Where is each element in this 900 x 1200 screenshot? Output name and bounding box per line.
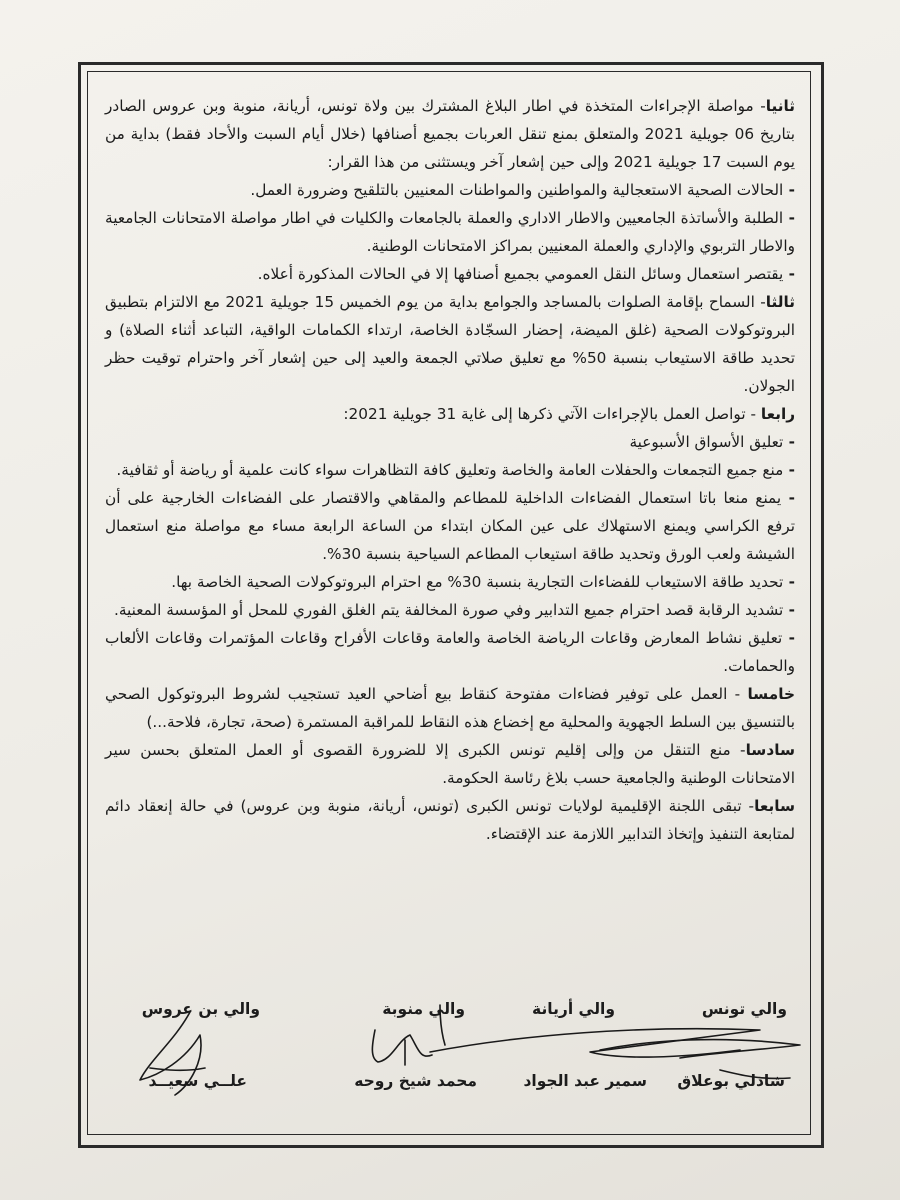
signature-name-ben-arous: علــي سعيــد — [148, 1072, 247, 1090]
signature-name-manouba: محمد شيخ روحه — [354, 1072, 477, 1090]
list-item: - تشديد الرقابة قصد احترام جميع التدابير وفي صورة المخالفة يتم الغلق الفوري للمحل أو المؤسسة المعنية. — [105, 596, 795, 624]
list-item: - الحالات الصحية الاستعجالية والمواطنين والمواطنات المعنيين بالتلقيح وضرورة العمل. — [105, 176, 795, 204]
paragraph-lead: رابعا — [760, 405, 795, 423]
signature-block — [105, 1000, 795, 1090]
list-item: - تعليق الأسواق الأسبوعية — [105, 428, 795, 456]
paragraph-sixth — [105, 736, 795, 792]
paragraph-lead: ثانيا — [765, 97, 795, 115]
document-body — [105, 92, 795, 848]
paragraph-text: - السماح بإقامة الصلوات بالمساجد والجوامع بداية من يوم الخميس 15 جويلية 2021 مع الالتزام بتطبيق البروتوكولات الصحية (غلق الميضة، إحضار السجّادة الخاصة، ارتداء الكمامات الواقية، التباعد أثناء الصلاة) و تحديد طاقة الاستيعاب بنسبة 50% مع تعليق صلاتي الجمعة والعيد إلى حين إشعار آخر واحترام توقيت حظر الجولان. — [105, 293, 795, 395]
list-item: - يقتصر استعمال وسائل النقل العمومي بجميع أصنافها إلا في الحالات المذكورة أعلاه. — [105, 260, 795, 288]
signature-name-tunis: شاذلي بوعلاق — [677, 1072, 785, 1090]
paragraph-text: - العمل على توفير فضاءات مفتوحة كنقاط بيع أضاحي العيد تستجيب لشروط البروتوكول الصحي بالتنسيق بين السلط الجهوية والمحلية مع إخضاع هذه النقاط للمراقبة المستمرة (صحة، تجارة، فلاحة...) — [105, 685, 795, 731]
list-item: - منع جميع التجمعات والحفلات العامة والخاصة وتعليق كافة التظاهرات سواء كانت علمية أو رياضة أو ثقافية. — [105, 456, 795, 484]
paragraph-text: - مواصلة الإجراءات المتخذة في اطار البلاغ المشترك بين ولاة تونس، أريانة، منوبة وبن عروس الصادر بتاريخ 06 جويلية 2021 والمتعلق بمنع تنقل العربات بجميع أصنافها (خلال أيام السبت والأحاد فقط) بداية من يوم السبت 17 جويلية 2021 وإلى حين إشعار آخر ويستثنى من هذا القرار: — [105, 97, 795, 171]
signature-title-ben-arous: والي بن عروس — [141, 1000, 260, 1018]
list-item: - الطلبة والأساتذة الجامعيين والاطار الاداري والعملة بالجامعات والكليات في اطار مواصلة الامتحانات الجامعية والاطار التربوي والإداري والعملة المعنيين بمراكز الامتحانات الوطنية. — [105, 204, 795, 260]
paragraph-text: - منع التنقل من وإلى إقليم تونس الكبرى إلا للضرورة القصوى أو العمل المتعلق بحسن سير الامتحانات الوطنية والجامعية حسب بلاغ رئاسة الحكومة. — [105, 741, 795, 787]
paragraph-text: - تواصل العمل بالإجراءات الآتي ذكرها إلى غاية 31 جويلية 2021: — [343, 405, 761, 423]
paragraph-fifth — [105, 680, 795, 736]
list-item: - يمنع منعا باتا استعمال الفضاءات الداخلية للمطاعم والمقاهي والاقتصار على الفضاءات الخارجية على أن ترفع الكراسي ويمنع الاستهلاك على عين المكان ابتداء من الساعة الرابعة مساء مع مواصلة منع استعمال الشيشة ولعب الورق وتحديد طاقة استيعاب المطاعم السياحية بنسبة 30%. — [105, 484, 795, 568]
signature-title-ariana: والي أريانة — [532, 1000, 615, 1018]
paragraph-lead: سابعا — [754, 797, 795, 815]
list-item: - تعليق نشاط المعارض وقاعات الرياضة الخاصة والعامة وقاعات الأفراح وقاعات المؤتمرات وقاعات الألعاب والحمامات. — [105, 624, 795, 680]
signature-name-ariana: سمير عبد الجواد — [523, 1072, 647, 1090]
signature-title-manouba: والي منوبة — [382, 1000, 465, 1018]
paragraph-seventh — [105, 792, 795, 848]
list-item: - تحديد طاقة الاستيعاب للفضاءات التجارية بنسبة 30% مع احترام البروتوكولات الصحية الخاصة بها. — [105, 568, 795, 596]
paragraph-second — [105, 92, 795, 176]
paragraph-lead: سادسا — [745, 741, 795, 759]
paragraph-lead: ثالثا — [765, 293, 795, 311]
paragraph-third — [105, 288, 795, 400]
paragraph-fourth — [105, 400, 795, 428]
paragraph-lead: خامسا — [747, 685, 795, 703]
paragraph-text: - تبقى اللجنة الإقليمية لولايات تونس الكبرى (تونس، أريانة، منوبة وبن عروس) في حالة إنعقاد دائم لمتابعة التنفيذ وإتخاذ التدابير اللازمة عند الإقتضاء. — [105, 797, 795, 843]
signature-title-tunis: والي تونس — [701, 1000, 787, 1018]
